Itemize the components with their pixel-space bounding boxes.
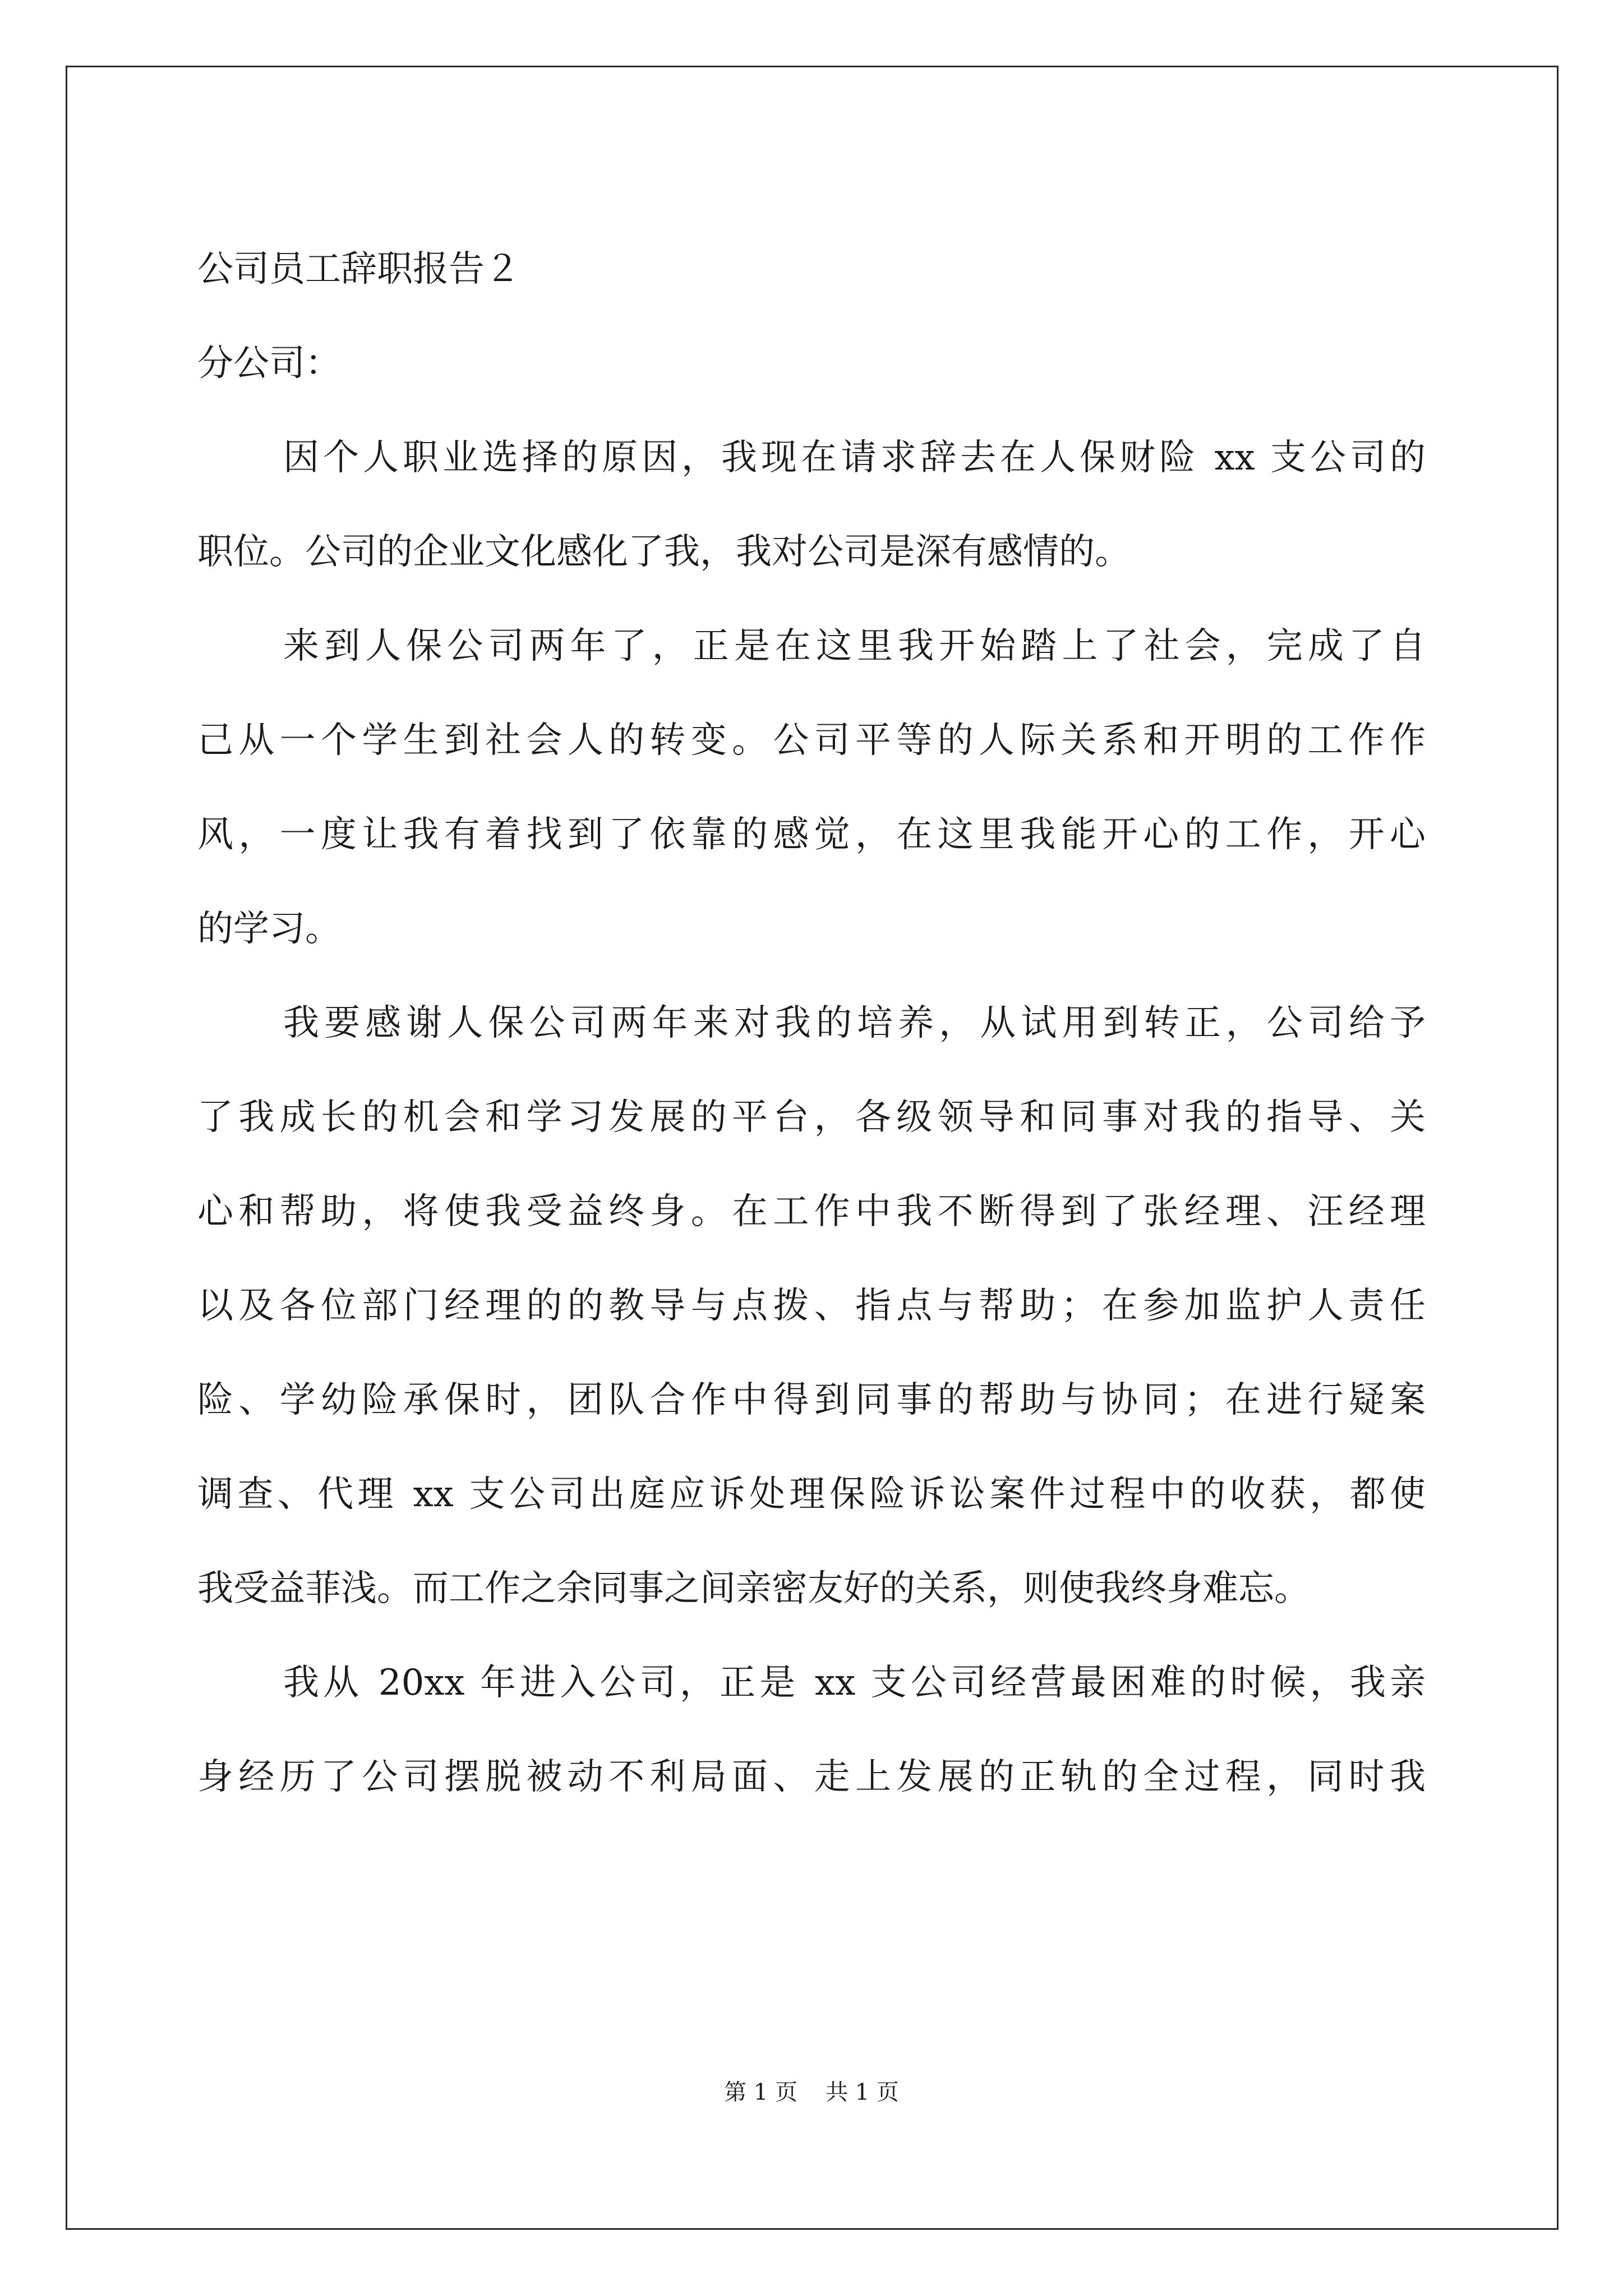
page-total: 共 1 页 bbox=[826, 2079, 899, 2105]
paragraph-line: 风，一度让我有着找到了依靠的感觉，在这里我能开心的工作，开心 bbox=[197, 814, 1426, 855]
paragraph-line: 了我成长的机会和学习发展的平台，各级领导和同事对我的指导、关 bbox=[197, 1097, 1426, 1138]
page-number: 第 1 页 bbox=[724, 2079, 797, 2105]
paragraph-line: 己从一个学生到社会人的转变。公司平等的人际关系和开明的工作作 bbox=[197, 720, 1426, 761]
salutation: 分公司： bbox=[197, 343, 341, 384]
document-body bbox=[197, 222, 1426, 1824]
paragraph-line: 心和帮助，将使我受益终身。在工作中我不断得到了张经理、汪经理 bbox=[197, 1191, 1426, 1232]
paragraph bbox=[197, 599, 1426, 976]
page-footer bbox=[0, 2076, 1623, 2109]
paragraph-line: 我从 20xx 年进入公司，正是 xx 支公司经营最困难的时候，我亲 bbox=[283, 1662, 1426, 1704]
paragraph-line: 调查、代理 xx 支公司出庭应诉处理保险诉讼案件过程中的收获，都使 bbox=[197, 1474, 1426, 1515]
document-title: 公司员工辞职报告２ bbox=[197, 249, 520, 290]
paragraph-line: 来到人保公司两年了，正是在这里我开始踏上了社会，完成了自 bbox=[283, 625, 1426, 667]
paragraph-line: 身经历了公司摆脱被动不利局面、走上发展的正轨的全过程，同时我 bbox=[197, 1756, 1426, 1798]
paragraph-line: 我受益菲浅。而工作之余同事之间亲密友好的关系，则使我终身难忘。 bbox=[197, 1568, 1310, 1609]
paragraph-line: 因个人职业选择的原因，我现在请求辞去在人保财险 xx 支公司的 bbox=[283, 437, 1426, 478]
paragraph-line: 以及各位部门经理的的教导与点拨、指点与帮助；在参加监护人责任 bbox=[197, 1285, 1426, 1327]
paragraph-line: 职位。公司的企业文化感化了我，我对公司是深有感情的。 bbox=[197, 531, 1131, 573]
paragraph bbox=[197, 976, 1426, 1636]
paragraph-line: 的学习。 bbox=[197, 908, 341, 950]
paragraph bbox=[197, 411, 1426, 599]
paragraph-line: 险、学幼险承保时，团队合作中得到同事的帮助与协同；在进行疑案 bbox=[197, 1379, 1426, 1421]
paragraph-line: 我要感谢人保公司两年来对我的培养，从试用到转正，公司给予 bbox=[283, 1002, 1426, 1044]
paragraph bbox=[197, 1636, 1426, 1824]
